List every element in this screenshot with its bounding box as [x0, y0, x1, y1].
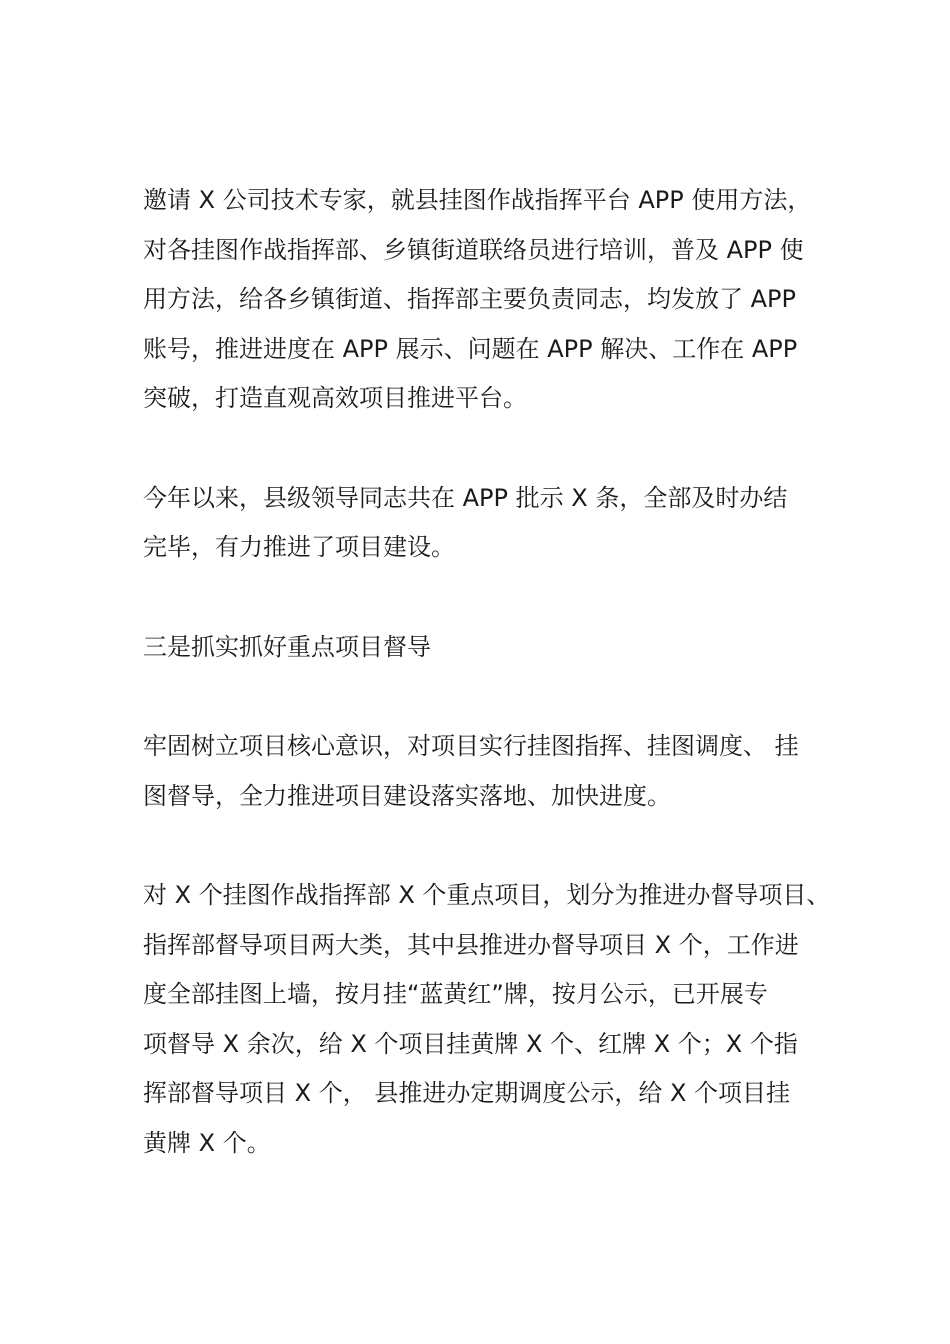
text-line: 完毕，有力推进了项目建设。 [143, 533, 455, 561]
text-line: 用方法，给各乡镇街道、指挥部主要负责同志，均发放了 APP [143, 285, 796, 313]
paragraph-supervision-details [143, 871, 831, 1168]
text-line: 图督导，全力推进项目建设落实落地、加快进度。 [143, 781, 671, 810]
text-line: 黄牌 X 个。 [143, 1128, 271, 1157]
text-line: 今年以来，县级领导同志共在 APP 批示 X 条，全部及时办结 [143, 483, 788, 512]
paragraph-leader-instructions [143, 474, 813, 573]
text-line: 突破，打造直观高效项目推进平台。 [143, 384, 527, 412]
document-body [143, 176, 831, 1168]
text-line: 度全部挂图上墙，按月挂“蓝黄红”牌，按月公示，已开展专 [143, 980, 768, 1008]
paragraph-project-awareness [143, 722, 813, 821]
text-line: 对 X 个挂图作战指挥部 X 个重点项目，划分为推进办督导项目、 [143, 881, 831, 909]
section-heading [143, 623, 813, 673]
text-line: 指挥部督导项目两大类，其中县推进办督导项目 X 个，工作进 [143, 930, 799, 959]
text-line: 邀请 X 公司技术专家，就县挂图作战指挥平台 APP 使用方法， [143, 186, 812, 214]
text-line: 牢固树立项目核心意识，对项目实行挂图指挥、挂图调度、 挂 [143, 732, 799, 760]
paragraph-app-training [143, 176, 813, 424]
text-line: 挥部督导项目 X 个， 县推进办定期调度公示，给 X 个项目挂 [143, 1079, 791, 1107]
text-line: 对各挂图作战指挥部、乡镇街道联络员进行培训，普及 APP 使 [143, 235, 804, 264]
heading-text: 三是抓实抓好重点项目督导 [143, 632, 431, 661]
text-line: 项督导 X 余次，给 X 个项目挂黄牌 X 个、红牌 X 个；X 个指 [143, 1029, 798, 1058]
text-line: 账号，推进进度在 APP 展示、问题在 APP 解决、工作在 APP [143, 334, 798, 363]
